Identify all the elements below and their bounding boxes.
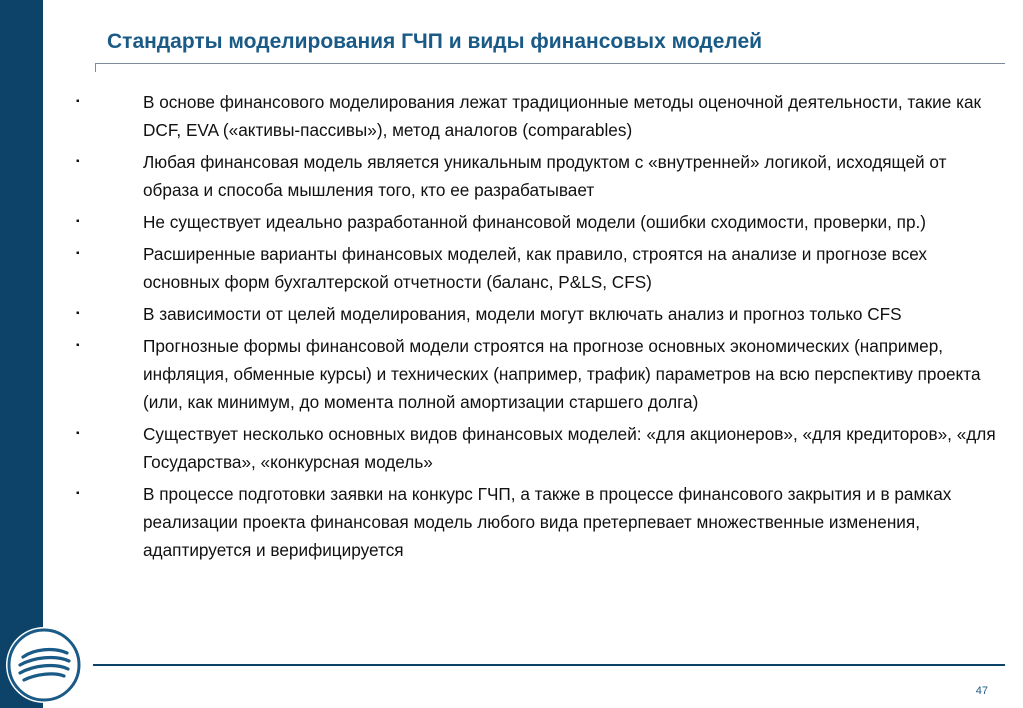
bullet-item	[76, 148, 996, 204]
bullet-marker: ▪	[76, 488, 80, 499]
bullet-item	[76, 332, 996, 416]
bullet-marker: ▪	[76, 248, 80, 259]
slide-title: Стандарты моделирования ГЧП и виды финансовых моделей	[107, 30, 763, 53]
title-divider	[96, 63, 1005, 64]
page-number: 47	[975, 685, 988, 697]
bullet-text: Расширенные варианты финансовых моделей, как правило, строятся на анализе и прогнозе всех основных форм бухгалтерской отчетности (баланс, P&LS, CFS)	[143, 244, 927, 292]
bullet-marker: ▪	[76, 216, 80, 227]
bullet-text: Любая финансовая модель является уникальным продуктом с «внутренней» логикой, исходящей от образа и способа мышления того, кто ее разрабатывает	[143, 152, 947, 200]
bullet-text: Не существует идеально разработанной финансовой модели (ошибки сходимости, проверки, пр.)	[143, 212, 927, 232]
bullet-text: Существует несколько основных видов финансовых моделей: «для акционеров», «для кредиторов», «для Государства», «конкурсная модель»	[143, 424, 996, 472]
bullet-marker: ▪	[76, 340, 80, 351]
bullet-marker: ▪	[76, 428, 80, 439]
bullet-marker: ▪	[76, 156, 80, 167]
left-sidebar-band	[0, 0, 43, 708]
footer-divider	[93, 664, 1005, 666]
bullet-item	[76, 208, 996, 236]
bullet-item	[76, 420, 996, 476]
bullet-item	[76, 240, 996, 296]
bullet-text: В основе финансового моделирования лежат традиционные методы оценочной деятельности, такие как DCF, EVA («активы-пассивы»), метод аналогов (comparables)	[143, 92, 982, 140]
bullet-item	[76, 300, 996, 328]
bullet-text: Прогнозные формы финансовой модели строятся на прогнозе основных экономических (например, инфляция, обменные курсы) и технических (например, трафик) параметров на всю перспективу проекта (или, как минимум, до момента полной амортизации старшего долга)	[143, 336, 981, 412]
bullet-marker: ▪	[76, 96, 80, 107]
bullet-marker: ▪	[76, 308, 80, 319]
bullet-item	[76, 88, 996, 144]
globe-logo-icon	[6, 627, 82, 703]
bullet-text: В зависимости от целей моделирования, модели могут включать анализ и прогноз только CFS	[143, 304, 902, 324]
bullet-text: В процессе подготовки заявки на конкурс ГЧП, а также в процессе финансового закрытия и в рамках реализации проекта финансовая модель любого вида претерпевает множественные изменения, адаптируется и верифицируется	[143, 484, 952, 560]
bullet-item	[76, 480, 996, 564]
bullet-list	[76, 88, 996, 568]
